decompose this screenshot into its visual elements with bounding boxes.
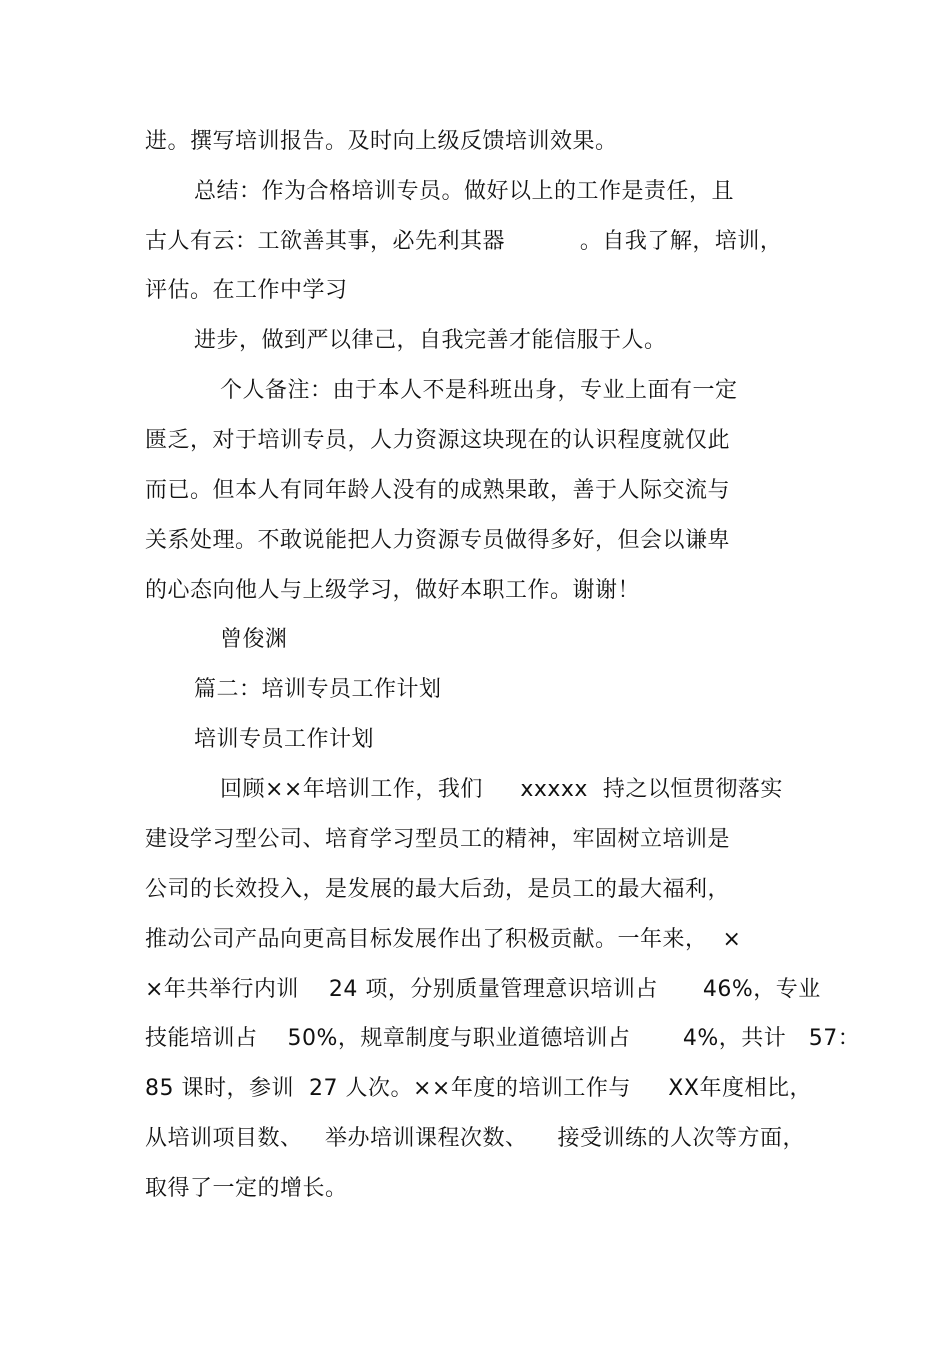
text-line-18: ×年共举行内训 24 项，分别质量管理意识培训占 46%，专业 <box>145 977 821 1002</box>
section-heading: 篇二：培训专员工作计划 <box>194 677 442 702</box>
text-line-21: 从培训项目数、 举办培训课程次数、 接受训练的人次等方面， <box>145 1126 805 1151</box>
section-title: 培训专员工作计划 <box>194 727 375 752</box>
author-name: 曾俊渊 <box>220 627 288 652</box>
text-line-17: 推动公司产品向更高目标发展作出了积极贡献。一年来， × <box>145 927 742 952</box>
text-line-16: 公司的长效投入，是发展的最大后劲，是员工的最大福利， <box>145 877 731 902</box>
text-line-8: 而已。但本人有同年龄人没有的成熟果敢，善于人际交流与 <box>145 478 731 503</box>
text-line-14: 回顾××年培训工作，我们 xxxxx 持之以恒贯彻落实 <box>220 777 783 802</box>
text-line-22: 取得了一定的增长。 <box>145 1176 348 1201</box>
text-line-9: 关系处理。不敢说能把人力资源专员做得多好，但会以谦卑 <box>145 528 731 553</box>
text-line-20: 85 课时，参训 27 人次。××年度的培训工作与 XX年度相比， <box>145 1076 812 1101</box>
text-line-10: 的心态向他人与上级学习，做好本职工作。谢谢！ <box>145 578 641 603</box>
text-line-5: 进步，做到严以律己，自我完善才能信服于人。 <box>194 328 667 353</box>
text-line-6: 个人备注：由于本人不是科班出身，专业上面有一定 <box>220 378 738 403</box>
text-line-3: 古人有云：工欲善其事，必先利其器 。自我了解，培训， <box>145 229 783 254</box>
text-line-2: 总结：作为合格培训专员。做好以上的工作是责任，且 <box>194 179 735 204</box>
text-line-4: 评估。在工作中学习 <box>145 278 348 303</box>
text-line-19: 技能培训占 50%，规章制度与职业道德培训占 4%，共计 57： <box>145 1026 861 1051</box>
text-line-15: 建设学习型公司、培育学习型员工的精神，牢固树立培训是 <box>145 827 731 852</box>
text-line-1: 进。撰写培训报告。及时向上级反馈培训效果。 <box>145 129 618 154</box>
text-line-7: 匮乏，对于培训专员，人力资源这块现在的认识程度就仅此 <box>145 428 731 453</box>
